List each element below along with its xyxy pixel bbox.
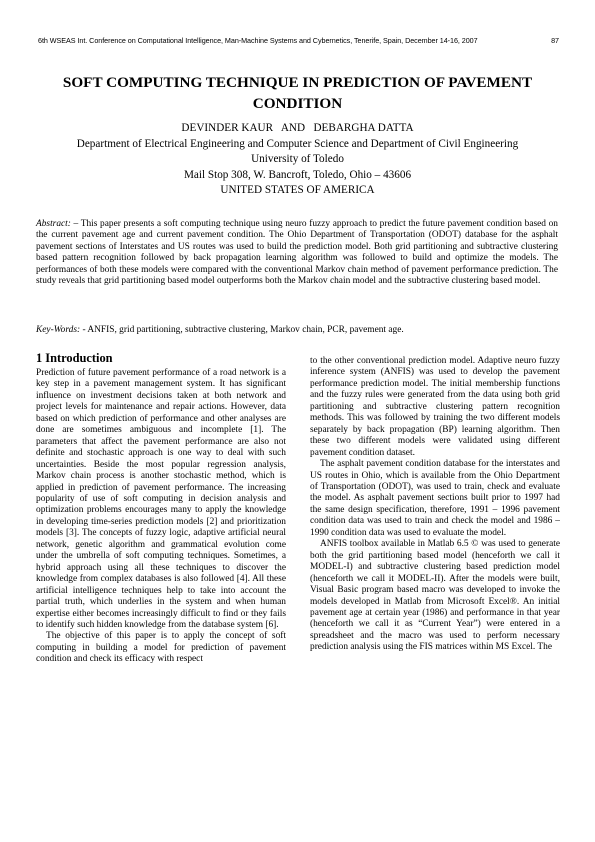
intro-paragraph-1: Prediction of future pavement performance of a road network is a key step in a pavement management system. It has significant influence on investment decisions taken at both network and project levels for maintenance and repair actions. However, data based on which prediction of performance and other analyses are done are sometimes ambiguous and incomplete [1]. The parameters that affect the pavement performance are also not definite and stochastic approach is one way to deal with such uncertainties. Beside the most popular regression analysis, Markov chain process is another stochastic method, which is applied in prediction of pavement performance. The increasing popularity of use of soft computing in decision analysis and optimization problems encourages many to apply the knowledge in developing time-series prediction models [2] and prioritization models [3]. The concepts of fuzzy logic, adaptive artificial neural network, genetic algorithm and grammatical evolution come under the umbrella of soft computing techniques. Sometimes, a hybrid approach using all these techniques to discover the knowledge from complex databases is also followed [4]. All these artificial intelligence techniques help to take into account the partial truth, which underlies in the system and when human expertise either becomes increasingly difficult to find or they fails to identify such hidden knowledge from the database system [6]. xyxy=(36,368,286,630)
right-column xyxy=(310,356,560,654)
author-names: DEVINDER KAUR AND DEBARGHA DATTA xyxy=(181,122,414,134)
author-university: University of Toledo xyxy=(251,153,344,166)
intro-paragraph-4: ANFIS toolbox available in Matlab 6.5 © was used to generate both the grid partitioning based model (henceforth we call it MODEL-I) and subtractive clustering based prediction model (henceforth we call it MODEL-II). After the models were built, Visual Basic program based macro was developed to invoke the models developed in Matlab from Microsoft Excel®. An initial pavement age at certain year (1986) and performance in that year (henceforth we call it as “Current Year”) were entered in a spreadsheet and the macro was used to perform necessary prediction analysis using the FIS matrices within MS Excel. The xyxy=(310,539,560,653)
author-address: Mail Stop 308, W. Bancroft, Toledo, Ohio – 43606 xyxy=(183,168,412,181)
title-line-1: SOFT COMPUTING TECHNIQUE IN PREDICTION OF PAVEMENT xyxy=(62,74,533,91)
section-heading-introduction: 1 Introduction xyxy=(36,351,113,365)
keywords-text: - ANFIS, grid partitioning, subtractive clustering, Markov chain, PCR, pavement age. xyxy=(80,325,404,335)
author-block xyxy=(30,121,565,199)
title-line-2: CONDITION xyxy=(252,95,343,112)
left-column xyxy=(36,351,286,666)
running-header xyxy=(38,36,559,45)
abstract-label: Abstract: xyxy=(36,219,71,229)
page-number: 87 xyxy=(551,36,559,45)
abstract-text: – This paper presents a soft computing technique using neuro fuzzy approach to predict the future pavement condition based on the current pavement age and current pavement condition. The Ohio Department of Transportation (ODOT) database for the asphalt pavement sections of Interstates and US routes was used to build the prediction model. Both grid partitioning and subtractive clustering based pattern recognition followed by back propagation learning algorithm was followed to build and optimize the models. The performances of both these models were compared with the conventional Markov chain method of pavement performance prediction. The study reveals that grid partitioning based model outperforms both the Markov chain model and the subtractive clustering based model. xyxy=(36,219,558,287)
keywords-label: Key-Words: xyxy=(36,325,81,335)
paper-title xyxy=(30,72,565,114)
intro-paragraph-2: The objective of this paper is to apply the concept of soft computing in building a model for prediction of pavement condition and check its efficacy with respect xyxy=(36,631,286,665)
author-country: UNITED STATES OF AMERICA xyxy=(220,184,375,197)
intro-paragraph-3: The asphalt pavement condition database for the interstates and US routes in Ohio, which is available from the Ohio Department of Transportation (ODOT), was used to train, check and evaluate the model. As asphalt pavement sections built prior to 1997 had the same design specification, therefore, 1991 – 1996 pavement condition data was used to train and check the model and 1986 – 1990 condition data was used to evaluate the model. xyxy=(310,459,560,538)
abstract xyxy=(36,219,558,288)
conference-citation: 6th WSEAS Int. Conference on Computational Intelligence, Man-Machine Systems and Cybernetics, Tenerife, Spain, December 14-16, 2007 xyxy=(38,36,478,45)
author-department: Department of Electrical Engineering and Computer Science and Department of Civil Engineering xyxy=(76,137,519,150)
intro-paragraph-2-cont: to the other conventional prediction model. Adaptive neuro fuzzy inference system (ANFIS) was used to develop the pavement performance prediction model. The initial membership functions and the fuzzy rules were generated from the data using both grid partitioning and subtractive clustering pattern recognition methods. This was followed by training the two different models separately by back propagation (BP) learning algorithm. Then these two different models were validated using different pavement condition dataset. xyxy=(310,356,560,458)
keywords xyxy=(36,325,558,336)
